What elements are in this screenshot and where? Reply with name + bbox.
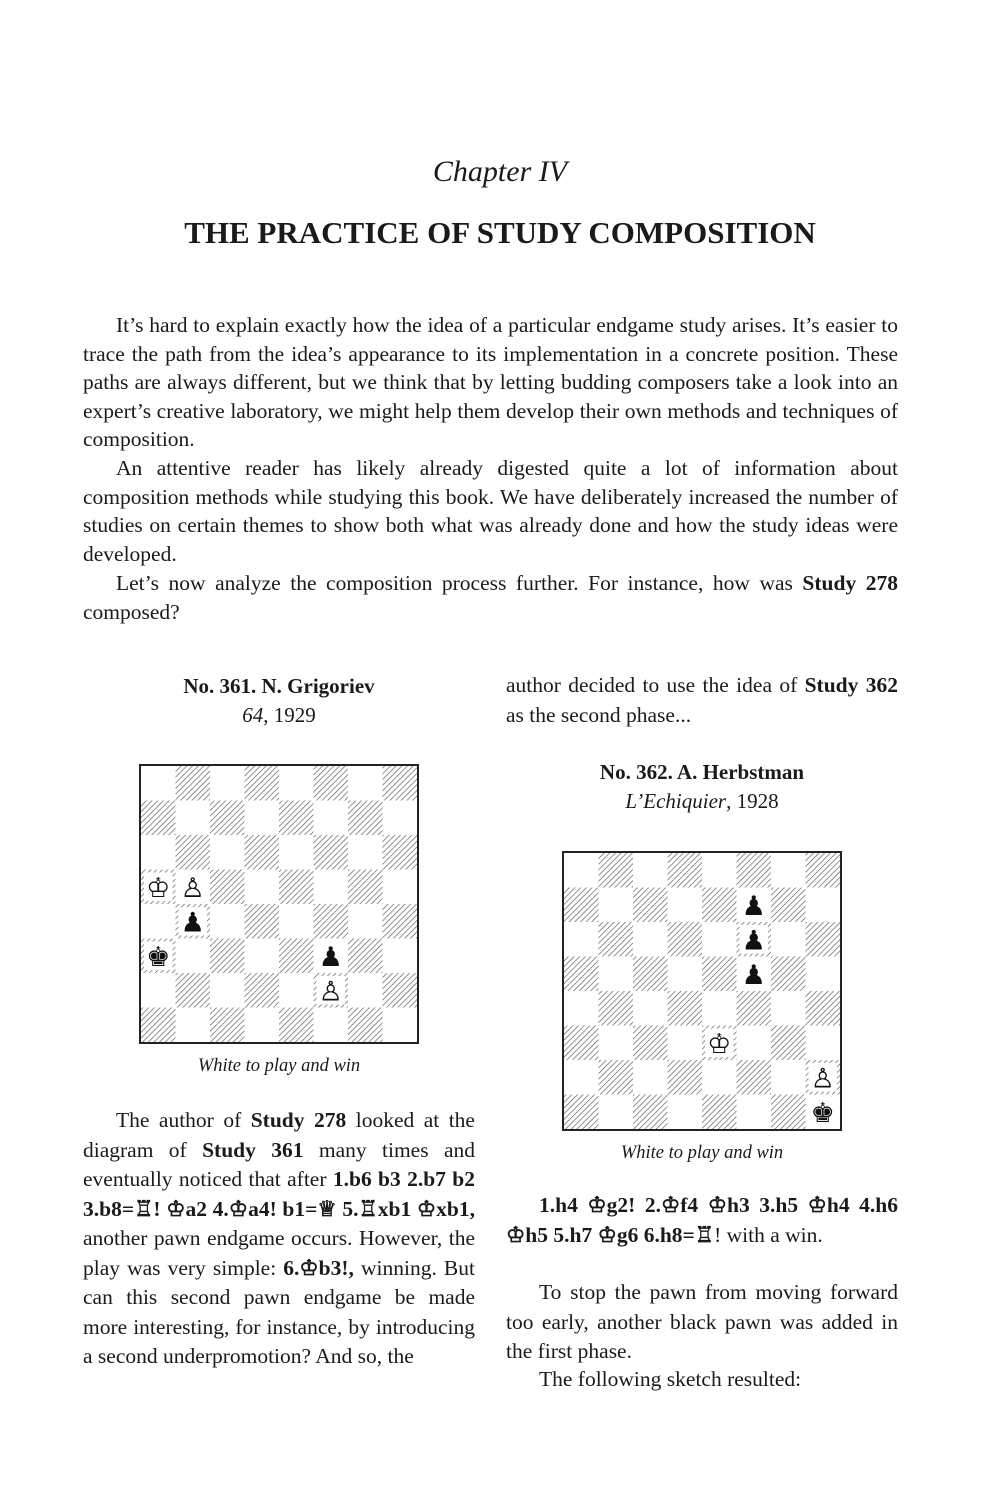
chess-piece-black-f7: ♟	[741, 890, 766, 922]
dark-square	[314, 904, 349, 939]
solution-362: 1.h4 ♔g2! 2.♔f4 ♔h3 3.h5 ♔h4 4.h6 ♔h5 5.h7 ♔g6 6.h8=♖! with a win.	[506, 1193, 898, 1247]
chess-piece-white-e3: ♔	[707, 1028, 732, 1060]
diagram-362-source: L’Echiquier, 1928	[625, 789, 779, 813]
chapter-title: THE PRACTICE OF STUDY COMPOSITION	[184, 215, 816, 250]
diagram-362-caption: White to play and win	[620, 1143, 784, 1163]
chess-piece-white-b5: ♙	[180, 872, 205, 904]
dark-square	[633, 888, 668, 923]
dark-square	[564, 1026, 599, 1061]
dark-square	[210, 801, 245, 836]
dark-square	[210, 1008, 245, 1043]
chess-piece-black-h1: ♚	[810, 1097, 835, 1129]
dark-square	[279, 939, 314, 974]
dark-square	[806, 853, 841, 888]
dark-square	[668, 922, 703, 957]
dark-square	[599, 991, 634, 1026]
dark-square	[771, 888, 806, 923]
diagram-362-heading: No. 362. A. Herbstman	[599, 760, 805, 784]
dark-square	[668, 1060, 703, 1095]
chess-piece-black-a3: ♚	[146, 941, 171, 973]
right-column-paragraph-2: To stop the pawn from moving forward too early, another black pawn was added in the first phase.	[506, 1280, 898, 1363]
dark-square	[279, 870, 314, 905]
dark-square	[599, 853, 634, 888]
dark-square	[141, 1008, 176, 1043]
dark-square	[564, 957, 599, 992]
dark-square	[564, 888, 599, 923]
dark-square	[210, 939, 245, 974]
right-column-paragraph-3: The following sketch resulted:	[539, 1367, 802, 1391]
diagram-361-caption: White to play and win	[197, 1056, 361, 1076]
right-column-intro: author decided to use the idea of Study 362 as the second phase...	[506, 673, 898, 727]
dark-square	[737, 1060, 772, 1095]
dark-square	[633, 957, 668, 992]
dark-square	[245, 904, 280, 939]
chapter-heading: Chapter IV	[432, 155, 568, 188]
dark-square	[314, 835, 349, 870]
chess-piece-white-h2: ♙	[810, 1063, 835, 1095]
dark-square	[668, 853, 703, 888]
diagram-361-source: 64, 1929	[242, 703, 316, 727]
dark-square	[737, 853, 772, 888]
dark-square	[210, 870, 245, 905]
dark-square	[702, 1095, 737, 1130]
dark-square	[771, 1026, 806, 1061]
dark-square	[702, 957, 737, 992]
dark-square	[383, 835, 418, 870]
dark-square	[279, 801, 314, 836]
chess-piece-black-f5: ♟	[741, 959, 766, 991]
dark-square	[771, 957, 806, 992]
diagram-361-heading: No. 361. N. Grigoriev	[183, 674, 375, 698]
dark-square	[599, 1060, 634, 1095]
dark-square	[348, 870, 383, 905]
chess-piece-black-f6: ♟	[741, 925, 766, 957]
dark-square	[737, 991, 772, 1026]
dark-square	[176, 973, 211, 1008]
dark-square	[348, 801, 383, 836]
intro-paragraph-2: An attentive reader has likely already digested quite a lot of information about composition methods while studying this book. We have deliberately increased the number of studies on certain themes to show both what was already done and how the study ideas were developed.	[83, 456, 898, 566]
intro-paragraph-1: It’s hard to explain exactly how the idea of a particular endgame study arises. It’s easier to trace the path from the idea’s appearance to its implementation in a concrete position. These paths are always different, but we think that by letting budding composers take a look into an expert’s creative laboratory, we might help them develop their own methods and techniques of composition.	[83, 313, 898, 452]
chess-piece-white-f2: ♙	[318, 976, 343, 1008]
dark-square	[806, 922, 841, 957]
dark-square	[771, 1095, 806, 1130]
chess-board-362	[562, 851, 842, 1131]
dark-square	[633, 1095, 668, 1130]
intro-paragraph-3: Let’s now analyze the composition process further. For instance, how was Study 278 composed?	[83, 571, 898, 624]
dark-square	[176, 766, 211, 801]
dark-square	[383, 973, 418, 1008]
dark-square	[702, 888, 737, 923]
dark-square	[348, 939, 383, 974]
chess-piece-black-f3: ♟	[318, 941, 343, 973]
dark-square	[564, 1095, 599, 1130]
dark-square	[279, 1008, 314, 1043]
chess-piece-black-b4: ♟	[180, 907, 205, 939]
dark-square	[245, 766, 280, 801]
chess-board-361	[139, 764, 419, 1044]
dark-square	[633, 1026, 668, 1061]
dark-square	[314, 766, 349, 801]
dark-square	[176, 835, 211, 870]
dark-square	[599, 922, 634, 957]
chess-piece-white-a5: ♔	[146, 872, 171, 904]
dark-square	[245, 973, 280, 1008]
dark-square	[383, 904, 418, 939]
dark-square	[245, 835, 280, 870]
dark-square	[141, 801, 176, 836]
dark-square	[668, 991, 703, 1026]
left-column-paragraph: The author of Study 278 looked at the diagram of Study 361 many times and eventually noticed that after 1.b6 b3 2.b7 b2 3.b8=♖! ♔a2 4.♔a4! b1=♕ 5.♖xb1 ♔xb1, another pawn endgame occurs. However, the play was very simple: 6.♔b3!, winning. But can this second pawn endgame be made more interesting, for instance, by introducing a second underpromotion? And so, the	[83, 1108, 475, 1368]
dark-square	[348, 1008, 383, 1043]
dark-square	[806, 991, 841, 1026]
dark-square	[383, 766, 418, 801]
